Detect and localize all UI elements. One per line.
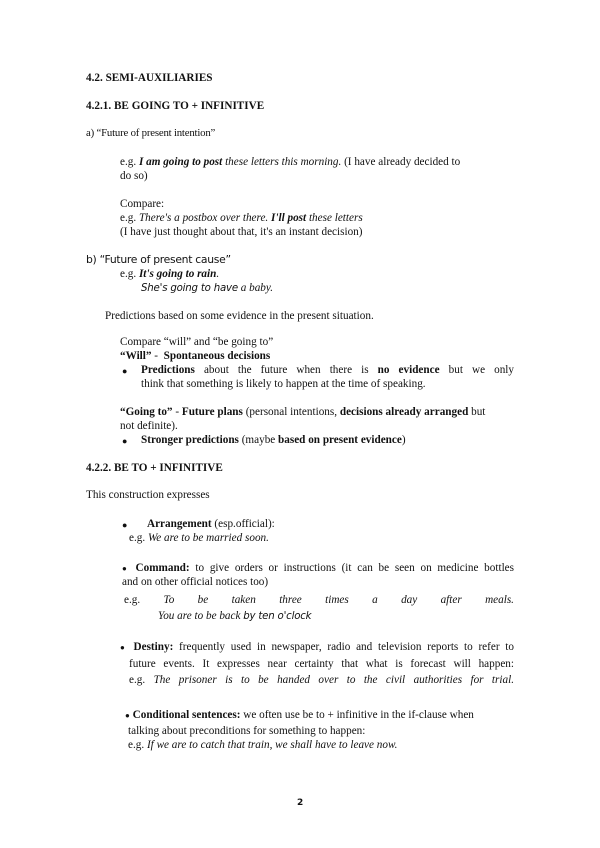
conditional-line1: ● Conditional sentences: we often use be to + infinitive in the if-clause when [125,709,474,721]
destiny-line1: ● Destiny: frequently used in newspaper, radio and television reports to refer to [120,641,515,653]
point-a-compare: Compare: [120,198,165,210]
section-heading: 4.2. SEMI-AUXILIARIES [86,72,213,84]
point-b-heading: b) “Future of present cause” [86,253,231,266]
command-line1: ● Command: to give orders or instructions (it can be seen on medicine bottles [122,562,514,574]
will-heading: “Will” - Spontaneous decisions [120,350,271,362]
point-a-example2-line1: e.g. There's a postbox over there. I'll post these letters [120,212,363,224]
page-number: 2 [297,798,304,808]
compare-line: Compare “will” and “be going to” [120,336,274,348]
predictions-note: Predictions based on some evidence in the present situation. [105,310,374,322]
conditional-example: e.g. If we are to catch that train, we shall have to leave now. [128,739,398,751]
going-to-line2: not definite). [120,420,178,432]
going-to-heading: “Going to” - Future plans (personal intentions, decisions already arranged but [120,406,486,418]
point-a-heading: a) “Future of present intention” [86,127,216,139]
point-b-example-line2: She's going to have a baby. [141,282,274,294]
bullet-icon: ● [122,436,128,446]
subsection-heading-going-to: 4.2.1. BE GOING TO + INFINITIVE [86,100,265,112]
arrangement-line: Arrangement (esp.official): [147,518,275,530]
command-example-line1: e.g. To be taken three times a day after meals. [124,594,514,606]
point-a-example2-line2: (I have just thought about that, it's an instant decision) [120,226,363,238]
will-bullet-line2: think that something is likely to happen at the time of speaking. [141,378,426,390]
going-to-bullet: Stronger predictions (maybe based on present evidence) [141,434,406,446]
arrangement-example: e.g. We are to be married soon. [129,532,269,544]
point-a-example-line1: e.g. I am going to post these letters this morning. (I have already decided to [120,156,461,168]
will-bullet-line1: Predictions about the future when there is no evidence but we only [141,364,515,376]
point-b-example-line1: e.g. It's going to rain. [120,268,220,280]
command-line2: and on other official notices too) [122,576,269,588]
destiny-example: e.g. The prisoner is to be handed over to the civil authorities for trial. [129,674,515,686]
subsection-heading-be-to: 4.2.2. BE TO + INFINITIVE [86,462,223,474]
command-example-line2: You are to be back by ten o'clock [158,610,312,622]
point-a-example-line2: do so) [120,170,148,182]
conditional-line2: talking about preconditions for something to happen: [128,725,366,737]
destiny-line2: future events. It expresses near certainty that what is forecast will happen: [129,658,514,670]
bullet-icon: ● [122,520,128,530]
bullet-icon: ● [122,366,128,376]
be-to-intro: This construction expresses [86,489,210,501]
